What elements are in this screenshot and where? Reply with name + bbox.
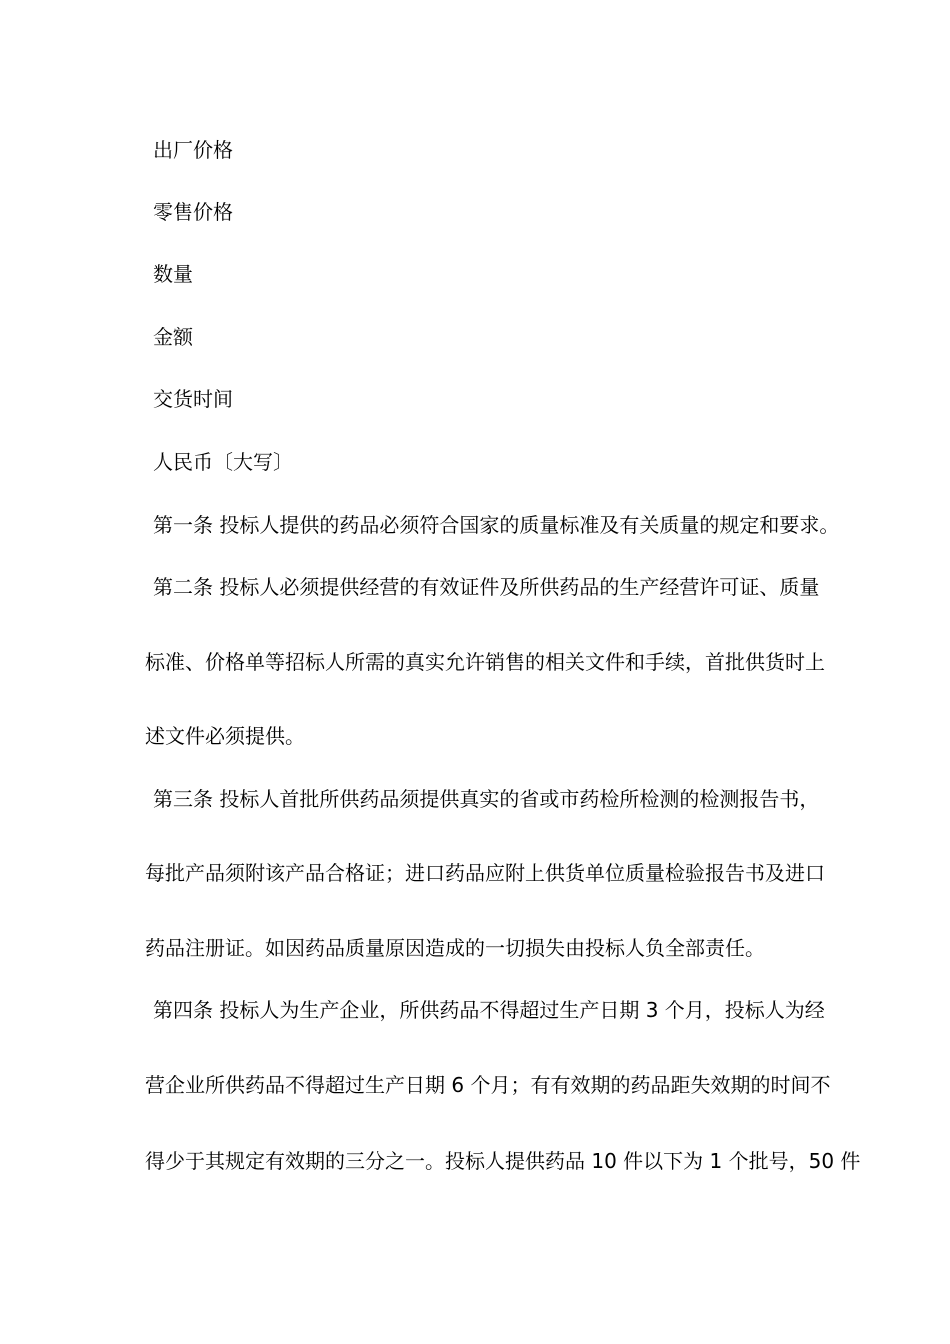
label-factory-price: 出厂价格 <box>153 138 233 162</box>
article-4-line-1: 第四条 投标人为生产企业，所供药品不得超过生产日期 3 个月，投标人为经 <box>153 998 825 1022</box>
article-4-line-3: 得少于其规定有效期的三分之一。投标人提供药品 10 件以下为 1 个批号，50 件 <box>145 1149 861 1173</box>
article-4-line-2: 营企业所供药品不得超过生产日期 6 个月；有有效期的药品距失效期的时间不 <box>145 1073 831 1097</box>
article-2-line-3: 述文件必须提供。 <box>145 724 305 748</box>
label-retail-price: 零售价格 <box>153 200 233 224</box>
article-3-line-1: 第三条 投标人首批所供药品须提供真实的省或市药检所检测的检测报告书， <box>153 787 820 811</box>
label-amount: 金额 <box>153 325 193 349</box>
label-rmb-uppercase: 人民币〔大写〕 <box>153 450 293 474</box>
label-delivery-time: 交货时间 <box>153 387 233 411</box>
article-3-line-3: 药品注册证。如因药品质量原因造成的一切损失由投标人负全部责任。 <box>145 936 765 960</box>
article-1-line-1: 第一条 投标人提供的药品必须符合国家的质量标准及有关质量的规定和要求。 <box>153 513 840 537</box>
label-quantity: 数量 <box>153 262 193 286</box>
article-2-line-1: 第二条 投标人必须提供经营的有效证件及所供药品的生产经营许可证、质量 <box>153 575 820 599</box>
article-3-line-2: 每批产品须附该产品合格证；进口药品应附上供货单位质量检验报告书及进口 <box>145 861 825 885</box>
article-2-line-2: 标准、价格单等招标人所需的真实允许销售的相关文件和手续，首批供货时上 <box>145 650 825 674</box>
